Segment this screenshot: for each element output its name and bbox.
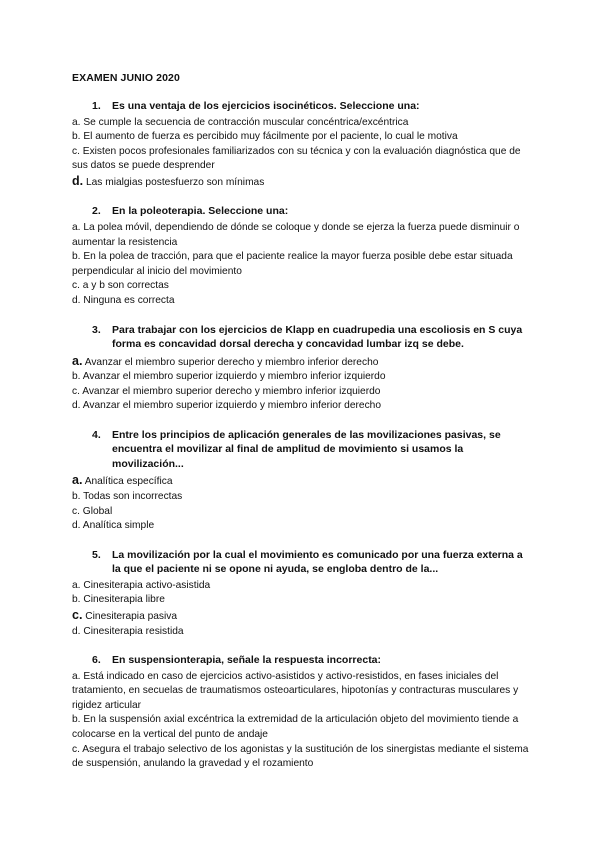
option-b — [72, 593, 532, 608]
option-a — [72, 221, 532, 250]
question-heading — [72, 99, 532, 114]
question-text: Para trabajar con los ejercicios de Klapp en cuadrupedia una escoliosis en S cuya forma es concavidad dorsal derecha y concavidad lumbar izq se debe. — [112, 323, 523, 351]
option-letter: b. — [72, 251, 81, 263]
option-d — [72, 519, 532, 534]
option-text: Está indicado en caso de ejercicios activo-asistidos y activo-resistidos, en fases iniciales del tratamiento, en secuelas de traumatismos osteoarticulares, hipotonías y contracturas musculares y rigidez articular — [72, 670, 519, 711]
option-text: En la suspensión axial excéntrica la extremidad de la articulación objeto del movimiento tiende a colocarse en la vertical del punto de andaje — [72, 714, 519, 741]
option-a — [72, 473, 532, 490]
option-letter: b. — [72, 491, 81, 502]
option-d — [72, 174, 532, 191]
option-letter: d. — [72, 625, 81, 637]
option-letter: c. — [72, 505, 80, 517]
option-letter: d. — [72, 400, 81, 412]
option-text: Avanzar el miembro superior izquierdo y miembro inferior izquierdo — [82, 371, 386, 383]
option-c — [72, 505, 532, 520]
option-text: Existen pocos profesionales familiarizados con su técnica y con la evaluación diagnóstica que de sus datos se puede desprender — [72, 145, 521, 172]
option-letter: c. — [72, 145, 80, 157]
question-number: 6. — [92, 654, 101, 667]
option-letter: a. — [72, 353, 83, 368]
option-letter: b. — [72, 131, 81, 143]
option-letter: a. — [72, 116, 81, 128]
question-2 — [72, 204, 532, 308]
option-letter: c. — [72, 280, 80, 292]
option-text: Asegura el trabajo selectivo de los agonistas y la sustitución de los sinergistas mediante el sistema de suspensión, anulando la gravedad y el rozamiento — [72, 743, 529, 770]
question-5 — [72, 548, 532, 639]
question-heading — [72, 653, 532, 668]
option-text: Ninguna es correcta — [83, 294, 175, 306]
option-b — [72, 130, 532, 145]
option-a — [72, 354, 532, 371]
question-3 — [72, 323, 532, 414]
question-6 — [72, 653, 532, 772]
question-number: 3. — [92, 323, 101, 336]
option-text: a y b son correctas — [82, 280, 169, 292]
option-d — [72, 294, 532, 309]
question-heading — [72, 548, 532, 577]
question-heading — [72, 428, 532, 472]
option-text: Analítica específica — [84, 476, 173, 488]
option-text: Global — [82, 505, 113, 517]
option-text: Se cumple la secuencia de contracción muscular concéntrica/excéntrica — [83, 116, 409, 128]
option-text: Cinesiterapia activo-asistida — [83, 579, 211, 591]
option-letter: c. — [72, 385, 80, 397]
question-heading — [72, 204, 532, 219]
option-letter: a. — [72, 670, 81, 682]
question-text: Entre los principios de aplicación generales de las movilizaciones pasivas, se encuentra el movilizar al final de amplitud de movimiento si usamos la movilización... — [112, 428, 501, 470]
question-number: 4. — [92, 428, 101, 441]
option-text: Avanzar el miembro superior izquierdo y miembro inferior derecho — [82, 400, 381, 412]
option-b — [72, 370, 532, 385]
question-text: La movilización por la cual el movimiento es comunicado por una fuerza externa a la que el paciente ni se opone ni ayuda, se engloba dentro de la... — [112, 548, 523, 576]
question-list — [72, 99, 532, 786]
question-1 — [72, 99, 532, 190]
option-letter: a. — [72, 473, 83, 488]
question-number: 1. — [92, 100, 101, 112]
option-text: Analítica simple — [82, 520, 155, 532]
option-letter: d. — [72, 173, 84, 188]
question-heading — [72, 323, 532, 352]
exam-title: EXAMEN JUNIO 2020 — [72, 72, 180, 84]
option-c — [72, 608, 532, 625]
option-text: Todas son incorrectas — [83, 491, 183, 502]
option-c — [72, 743, 532, 772]
option-b — [72, 713, 532, 742]
question-text: Es una ventaja de los ejercicios isocinéticos. Seleccione una: — [112, 100, 420, 112]
option-b — [72, 250, 532, 279]
option-letter: c. — [72, 607, 83, 622]
option-c — [72, 279, 532, 294]
question-number: 5. — [92, 548, 101, 561]
option-text: Cinesiterapia resistida — [83, 625, 184, 637]
question-text: En la poleoterapia. Seleccione una: — [112, 205, 289, 218]
option-letter: b. — [72, 594, 81, 606]
option-letter: b. — [72, 371, 81, 383]
option-d — [72, 625, 532, 640]
option-text: Avanzar el miembro superior derecho y miembro inferior derecho — [84, 356, 379, 368]
question-text: En suspensionterapia, señale la respuesta incorrecta: — [112, 654, 382, 667]
option-d — [72, 399, 532, 414]
option-text: Cinesiterapia pasiva — [85, 610, 178, 622]
question-number: 2. — [92, 205, 101, 218]
option-c — [72, 145, 532, 174]
option-letter: b. — [72, 714, 81, 726]
option-text: El aumento de fuerza es percibido muy fácilmente por el paciente, lo cual le motiva — [83, 131, 458, 143]
option-letter: c. — [72, 743, 80, 755]
question-4 — [72, 428, 532, 534]
option-letter: d. — [72, 294, 81, 306]
option-c — [72, 385, 532, 400]
option-letter: d. — [72, 520, 81, 532]
option-a — [72, 579, 532, 594]
option-text: Cinesiterapia libre — [83, 594, 165, 606]
option-a — [72, 116, 532, 131]
option-letter: a. — [72, 579, 81, 591]
option-text: La polea móvil, dependiendo de dónde se coloque y donde se ejerza la fuerza puede disminuir o aumentar la resistencia — [72, 221, 520, 248]
option-a — [72, 670, 532, 714]
option-b — [72, 490, 532, 505]
option-letter: a. — [72, 221, 81, 233]
option-text: Las mialgias postesfuerzo son mínimas — [85, 176, 265, 188]
option-text: En la polea de tracción, para que el paciente realice la mayor fuerza posible debe estar situada perpendicular al inicio del movimiento — [72, 251, 513, 277]
option-text: Avanzar el miembro superior derecho y miembro inferior izquierdo — [82, 385, 381, 397]
